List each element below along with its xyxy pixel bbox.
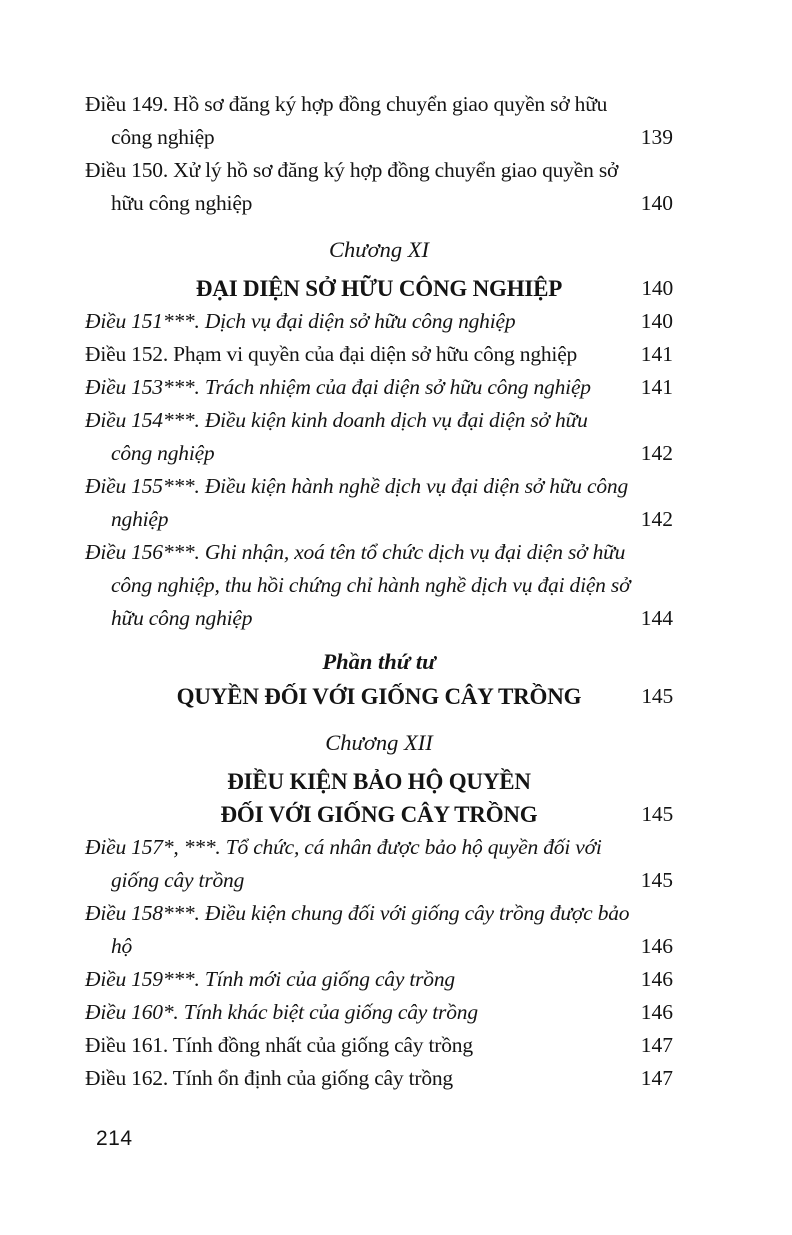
chapter-12-title-line-2: ĐỐI VỚI GIỐNG CÂY TRỒNG (220, 802, 538, 827)
toc-entry-title: Điều 151***. Dịch vụ đại diện sở hữu công nghiệp (85, 309, 516, 333)
page-folio: 214 (96, 1127, 133, 1150)
toc-entry-title: Điều 149. Hồ sơ đăng ký hợp đồng chuyển giao quyền sở hữu công nghiệp (85, 92, 608, 149)
toc-entry-page-number: 144 (640, 606, 673, 630)
part-4-title-text: QUYỀN ĐỐI VỚI GIỐNG CÂY TRỒNG (176, 684, 582, 709)
toc-entry-page-number: 140 (640, 191, 673, 215)
toc-entry-page-number: 140 (640, 309, 673, 333)
toc-entry-title: Điều 157*, ***. Tổ chức, cá nhân được bảo hộ quyền đối với giống cây trồng (85, 835, 602, 892)
part-4-label: Phần thứ tư (322, 649, 436, 674)
toc-entry-title: Điều 160*. Tính khác biệt của giống cây trồng (85, 1000, 478, 1024)
chapter-11-page-number: 140 (641, 276, 673, 300)
chapter-11-title (85, 272, 673, 305)
toc-entry-title: Điều 154***. Điều kiện kinh doanh dịch vụ đại diện sở hữu công nghiệp (85, 408, 588, 465)
toc-entry-article-162 (85, 1062, 673, 1095)
toc-entry-article-152 (85, 338, 673, 371)
toc-entry-article-150 (85, 154, 673, 220)
toc-entry-article-160 (85, 996, 673, 1029)
toc-entry-page-number: 147 (640, 1066, 673, 1090)
toc-entry-article-153 (85, 371, 673, 404)
toc-entry-article-156 (85, 536, 673, 635)
toc-entry-title: Điều 156***. Ghi nhận, xoá tên tổ chức dịch vụ đại diện sở hữu công nghiệp, thu hồi chứng chỉ hành nghề dịch vụ đại diện sở hữu công nghiệp (85, 540, 631, 630)
part-4-title (85, 680, 673, 713)
toc-entry-title: Điều 158***. Điều kiện chung đối với giống cây trồng được bảo hộ (85, 901, 630, 958)
toc-entry-article-149 (85, 88, 673, 154)
toc-entry-title: Điều 161. Tính đồng nhất của giống cây trồng (85, 1033, 473, 1057)
toc-entry-article-155 (85, 470, 673, 536)
toc-entry-article-158 (85, 897, 673, 963)
chapter-11-label: Chương XI (329, 237, 429, 262)
toc-entry-page-number: 142 (640, 441, 673, 465)
toc-entry-article-157 (85, 831, 673, 897)
toc-entry-title: Điều 159***. Tính mới của giống cây trồng (85, 967, 455, 991)
chapter-12-title-line-1: ĐIỀU KIỆN BẢO HỘ QUYỀN (227, 769, 531, 794)
toc-entry-page-number: 146 (640, 967, 673, 991)
toc-entry-article-161 (85, 1029, 673, 1062)
toc-entry-title: Điều 162. Tính ổn định của giống cây trồng (85, 1066, 453, 1090)
toc-entry-title: Điều 150. Xử lý hồ sơ đăng ký hợp đồng chuyển giao quyền sở hữu công nghiệp (85, 158, 619, 215)
part-4-page-number: 145 (641, 684, 673, 708)
chapter-12-label: Chương XII (325, 730, 433, 755)
toc-entry-title: Điều 153***. Trách nhiệm của đại diện sở hữu công nghiệp (85, 375, 591, 399)
toc-entry-page-number: 139 (640, 125, 673, 149)
chapter-12-title (85, 765, 673, 831)
toc-entry-article-154 (85, 404, 673, 470)
toc-entry-page-number: 145 (640, 868, 673, 892)
toc-entry-page-number: 141 (640, 342, 673, 366)
toc-entry-article-159 (85, 963, 673, 996)
chapter-12-page-number: 145 (641, 802, 673, 826)
toc-entry-page-number: 142 (640, 507, 673, 531)
toc-entry-article-151 (85, 305, 673, 338)
table-of-contents (85, 88, 673, 1095)
toc-entry-page-number: 146 (640, 1000, 673, 1024)
chapter-11-title-text: ĐẠI DIỆN SỞ HỮU CÔNG NGHIỆP (195, 276, 563, 301)
toc-entry-title: Điều 152. Phạm vi quyền của đại diện sở hữu công nghiệp (85, 342, 578, 366)
toc-entry-title: Điều 155***. Điều kiện hành nghề dịch vụ đại diện sở hữu công nghiệp (85, 474, 629, 531)
toc-entry-page-number: 146 (640, 934, 673, 958)
toc-entry-page-number: 141 (640, 375, 673, 399)
toc-entry-page-number: 147 (640, 1033, 673, 1057)
